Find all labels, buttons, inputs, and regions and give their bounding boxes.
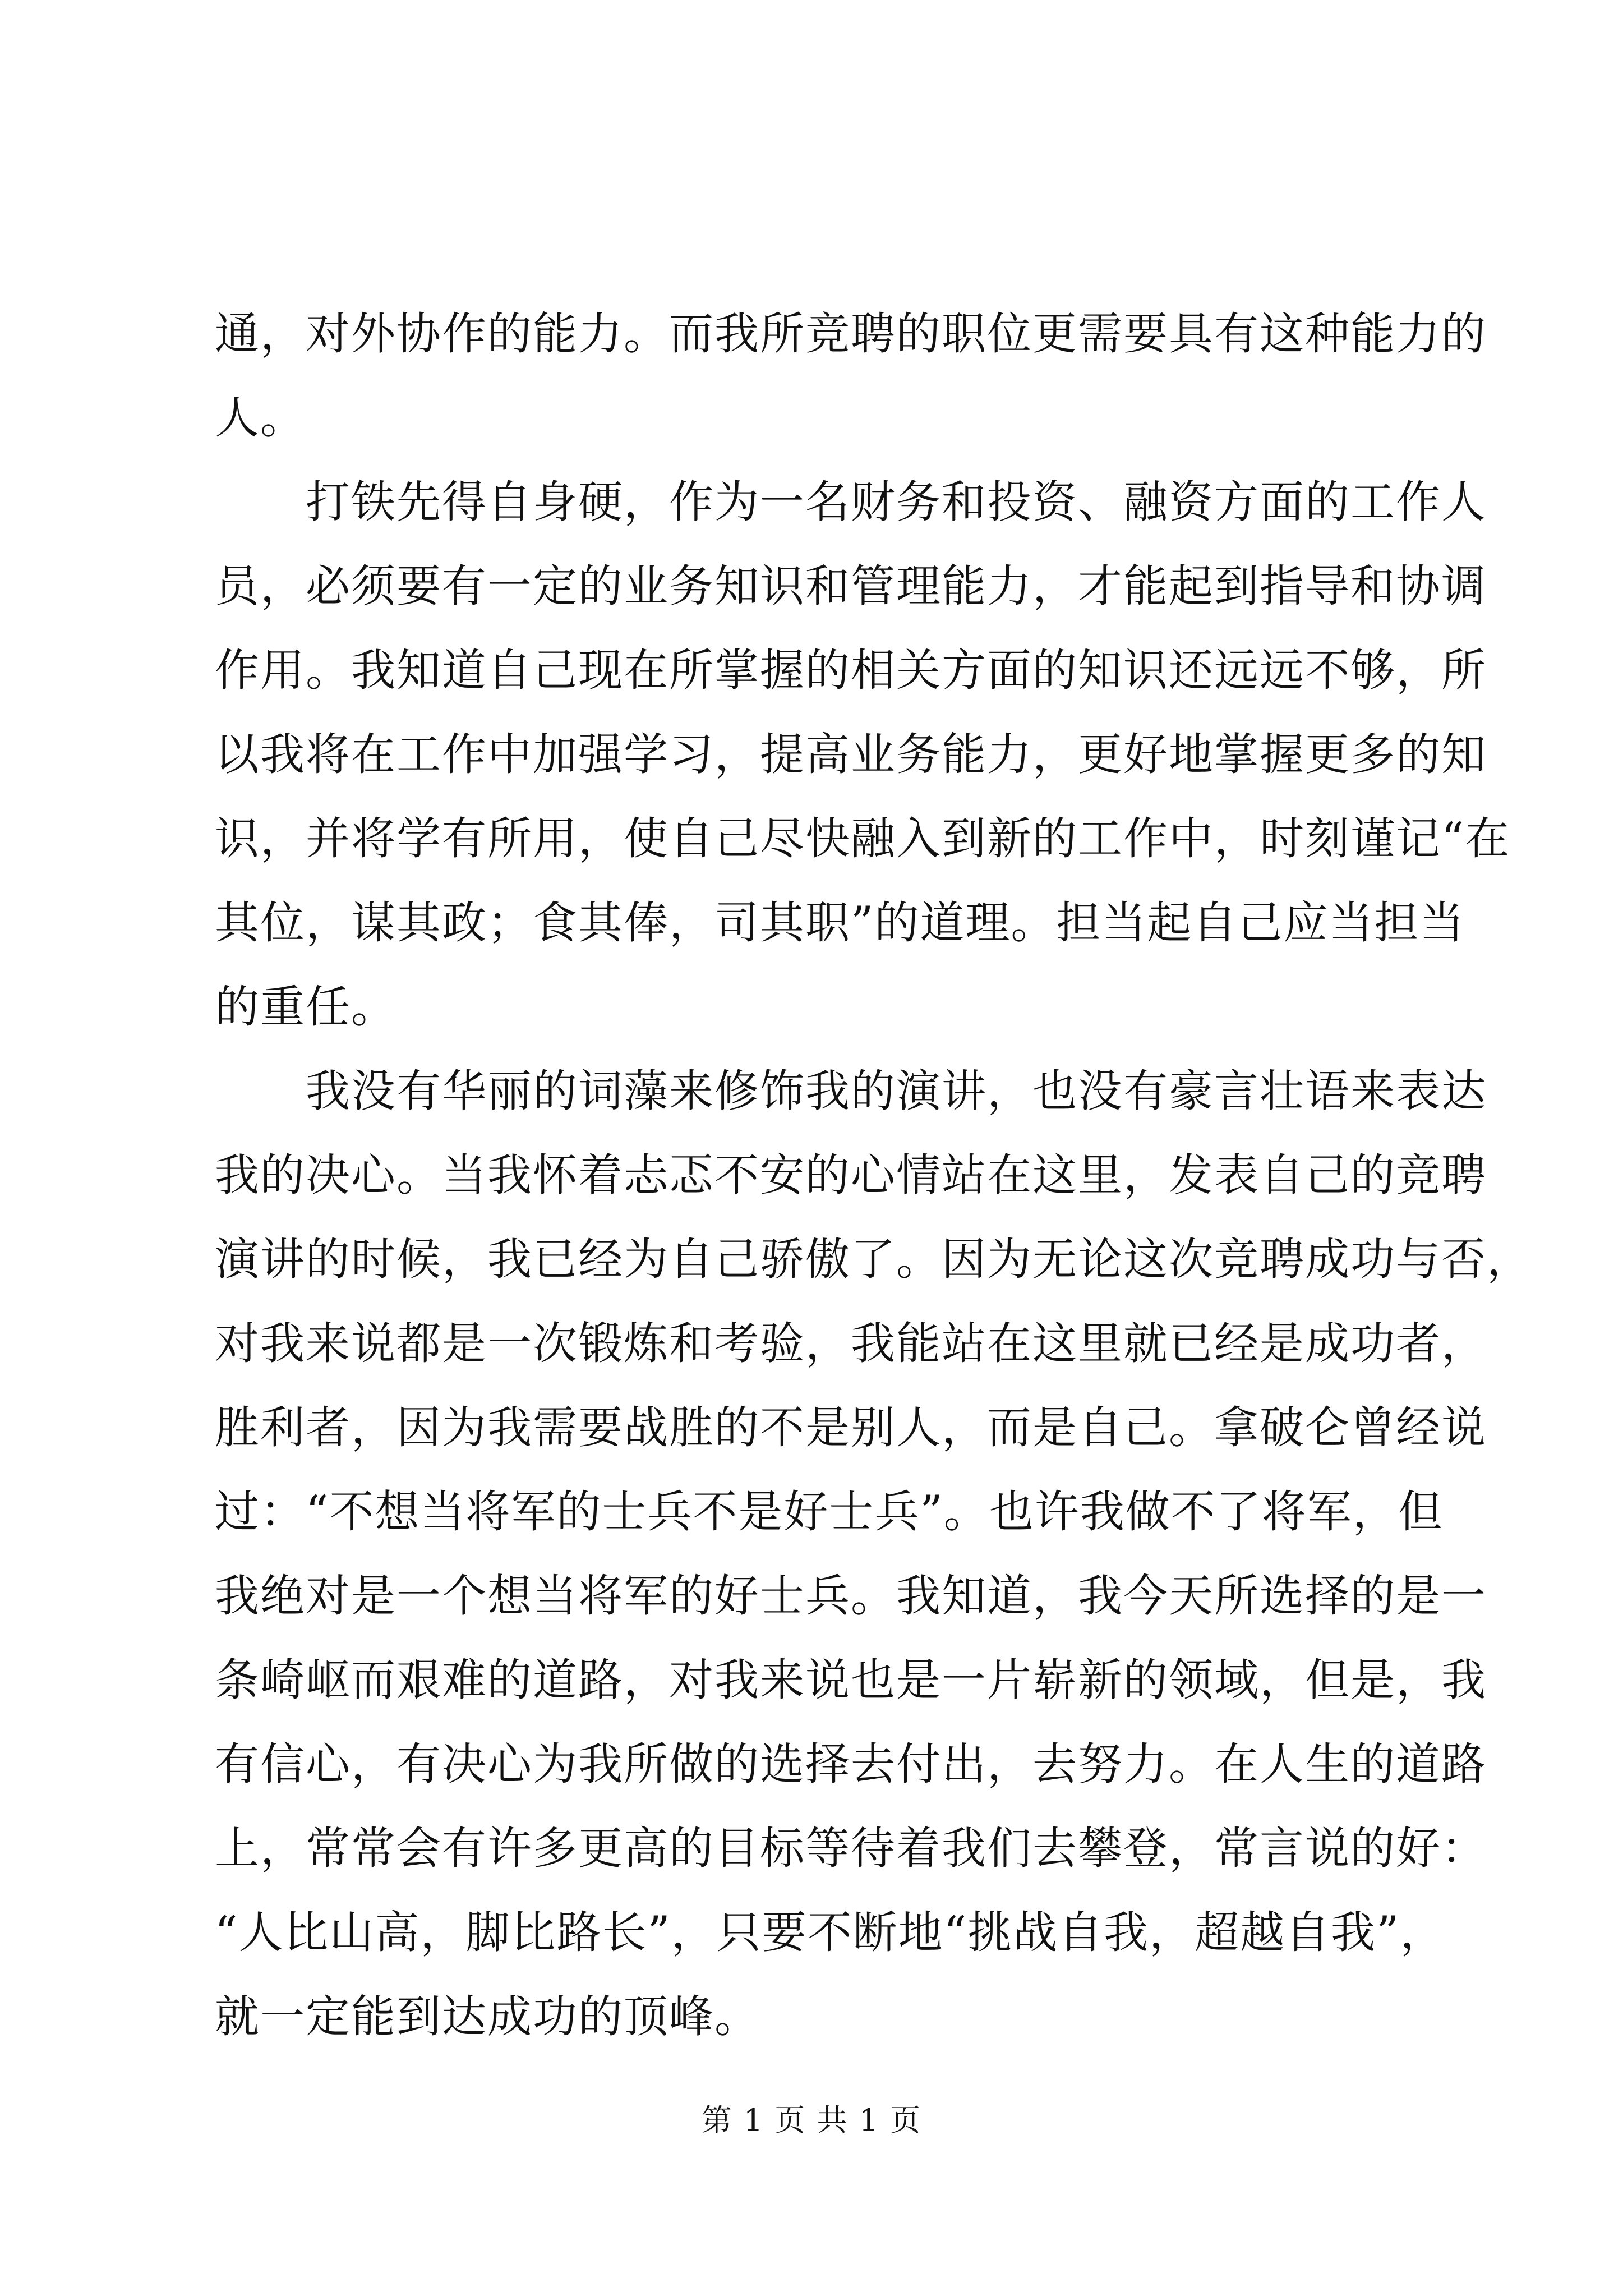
text-line: 其位，谋其政；食其俸，司其职”的道理。担当起自己应当担当 bbox=[215, 897, 1465, 949]
text-line: 我没有华丽的词藻来修饰我的演讲，也没有豪言壮语来表达 bbox=[215, 1065, 1487, 1117]
text-line: 通，对外协作的能力。而我所竞聘的职位更需要具有这种能力的 bbox=[215, 308, 1487, 360]
text-line: 以我将在工作中加强学习，提高业务能力，更好地掌握更多的知 bbox=[215, 729, 1487, 780]
text-line: 我的决心。当我怀着忐忑不安的心情站在这里，发表自己的竞聘 bbox=[215, 1149, 1487, 1201]
text-line: 胜利者，因为我需要战胜的不是别人，而是自己。拿破仑曾经说 bbox=[215, 1402, 1487, 1453]
text-line: 我绝对是一个想当将军的好士兵。我知道，我今天所选择的是一 bbox=[215, 1570, 1487, 1622]
text-line: 对我来说都是一次锻炼和考验，我能站在这里就已经是成功者， bbox=[215, 1318, 1487, 1369]
text-line: 作用。我知道自己现在所掌握的相关方面的知识还远远不够，所 bbox=[215, 645, 1487, 696]
text-line: 员，必须要有一定的业务知识和管理能力，才能起到指导和协调 bbox=[215, 560, 1487, 612]
text-line: 的重任。 bbox=[215, 981, 396, 1033]
text-line: 有信心，有决心为我所做的选择去付出，去努力。在人生的道路 bbox=[215, 1738, 1487, 1790]
text-line: 过：“不想当将军的士兵不是好士兵”。也许我做不了将军，但 bbox=[215, 1486, 1444, 1538]
text-line: 识，并将学有所用，使自己尽快融入到新的工作中，时刻谨记“在 bbox=[215, 813, 1511, 864]
text-line: 演讲的时候，我已经为自己骄傲了。因为无论这次竞聘成功与否， bbox=[215, 1234, 1532, 1285]
document-body bbox=[215, 292, 1532, 2059]
text-line: 条崎岖而艰难的道路，对我来说也是一片崭新的领域，但是，我 bbox=[215, 1654, 1487, 1706]
text-line: 就一定能到达成功的顶峰。 bbox=[215, 1991, 760, 2042]
text-line: 人。 bbox=[215, 392, 306, 444]
text-line: 打铁先得自身硬，作为一名财务和投资、融资方面的工作人 bbox=[215, 476, 1487, 528]
text-line: “人比山高，脚比路长”，只要不断地“挑战自我，超越自我”， bbox=[215, 1907, 1446, 1958]
page-footer: 第 1 页 共 1 页 bbox=[701, 2102, 922, 2138]
text-line: 上，常常会有许多更高的目标等待着我们去攀登，常言说的好： bbox=[215, 1823, 1487, 1874]
